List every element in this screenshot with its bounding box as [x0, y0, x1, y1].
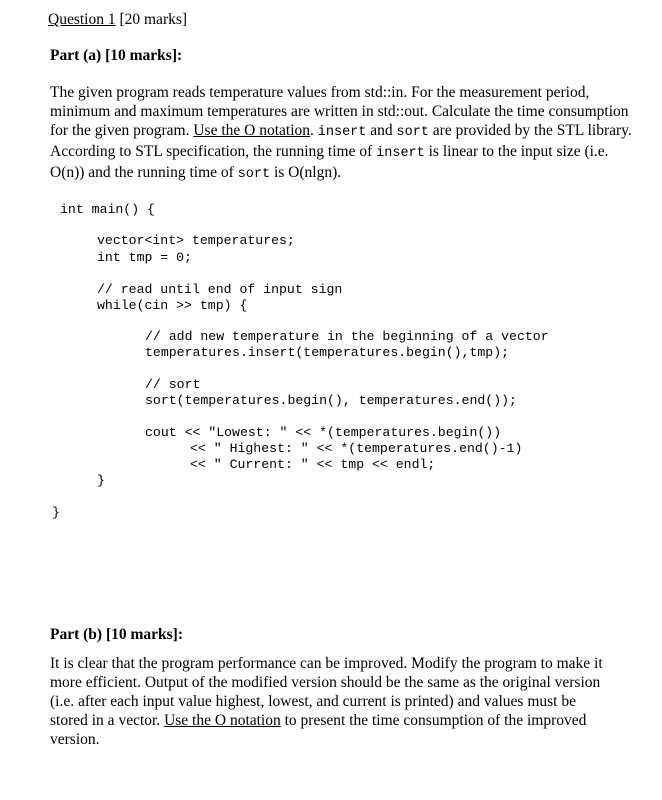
text-fragment: for the given program.	[50, 122, 194, 139]
text-fragment: According to STL specification, the running time of	[50, 143, 377, 160]
text-fragment: to present the time consumption of the improved	[280, 712, 587, 729]
question-marks: [20 marks]	[119, 11, 188, 28]
text-fragment: and	[366, 122, 397, 139]
code-line-12: << " Current: " << tmp << endl;	[190, 457, 436, 472]
text-fragment: is O(nlgn).	[270, 164, 342, 181]
code-line-14: }	[52, 505, 60, 520]
part-b-line-5: version.	[50, 731, 100, 748]
code-line-3: int tmp = 0;	[97, 250, 192, 265]
part-a-heading: Part (a) [10 marks]:	[50, 47, 183, 64]
o-notation-emphasis: Use the O notation	[193, 122, 311, 139]
part-a-line-3	[50, 121, 650, 142]
part-b-line-4	[50, 711, 650, 730]
code-line-7: temperatures.insert(temperatures.begin(),tmp);	[145, 345, 510, 360]
code-line-8: // sort	[145, 377, 201, 392]
code-line-5: while(cin >> tmp) {	[97, 298, 248, 313]
code-line-13: }	[97, 473, 105, 488]
part-b-heading: Part (b) [10 marks]:	[50, 626, 184, 643]
part-a-line-2: minimum and maximum temperatures are written in std::out. Calculate the time consumption	[50, 103, 629, 120]
code-line-4: // read until end of input sign	[97, 282, 343, 297]
inline-code-insert: insert	[317, 125, 367, 140]
part-b-line-3: (i.e. after each input value highest, lowest, and current is printed) and values must be	[50, 693, 576, 710]
part-b-description	[50, 654, 650, 749]
text-fragment: are provided by the STL library.	[428, 122, 632, 139]
code-line-2: vector<int> temperatures;	[97, 233, 295, 248]
inline-code-sort: sort	[237, 167, 271, 182]
inline-code-insert: insert	[376, 146, 425, 161]
text-fragment: is linear to the input size (i.e.	[424, 143, 609, 160]
question-title	[48, 10, 187, 29]
part-a-line-4	[50, 142, 650, 163]
text-fragment: O(n)) and the running time of	[50, 164, 238, 181]
part-b-line-2: more efficient. Output of the modified version should be the same as the original version	[50, 674, 601, 691]
text-fragment: stored in a vector.	[50, 712, 165, 729]
inline-code-sort: sort	[396, 125, 429, 140]
part-b-line-1: It is clear that the program performance can be improved. Modify the program to make it	[50, 655, 603, 672]
part-a-description	[50, 83, 650, 184]
code-line-9: sort(temperatures.begin(), temperatures.end());	[145, 393, 517, 408]
text-fragment: .	[310, 122, 318, 139]
code-line-6: // add new temperature in the beginning of a vector	[145, 329, 549, 344]
part-a-line-1: The given program reads temperature values from std::in. For the measurement period,	[50, 84, 590, 101]
code-line-1: int main() {	[60, 202, 155, 217]
code-line-10: cout << "Lowest: " << *(temperatures.begin())	[145, 425, 502, 440]
question-label: Question 1	[48, 11, 116, 28]
code-line-11: << " Highest: " << *(temperatures.end()-1)	[190, 441, 523, 456]
o-notation-emphasis: Use the O notation	[164, 712, 281, 729]
part-a-line-5	[50, 163, 650, 184]
